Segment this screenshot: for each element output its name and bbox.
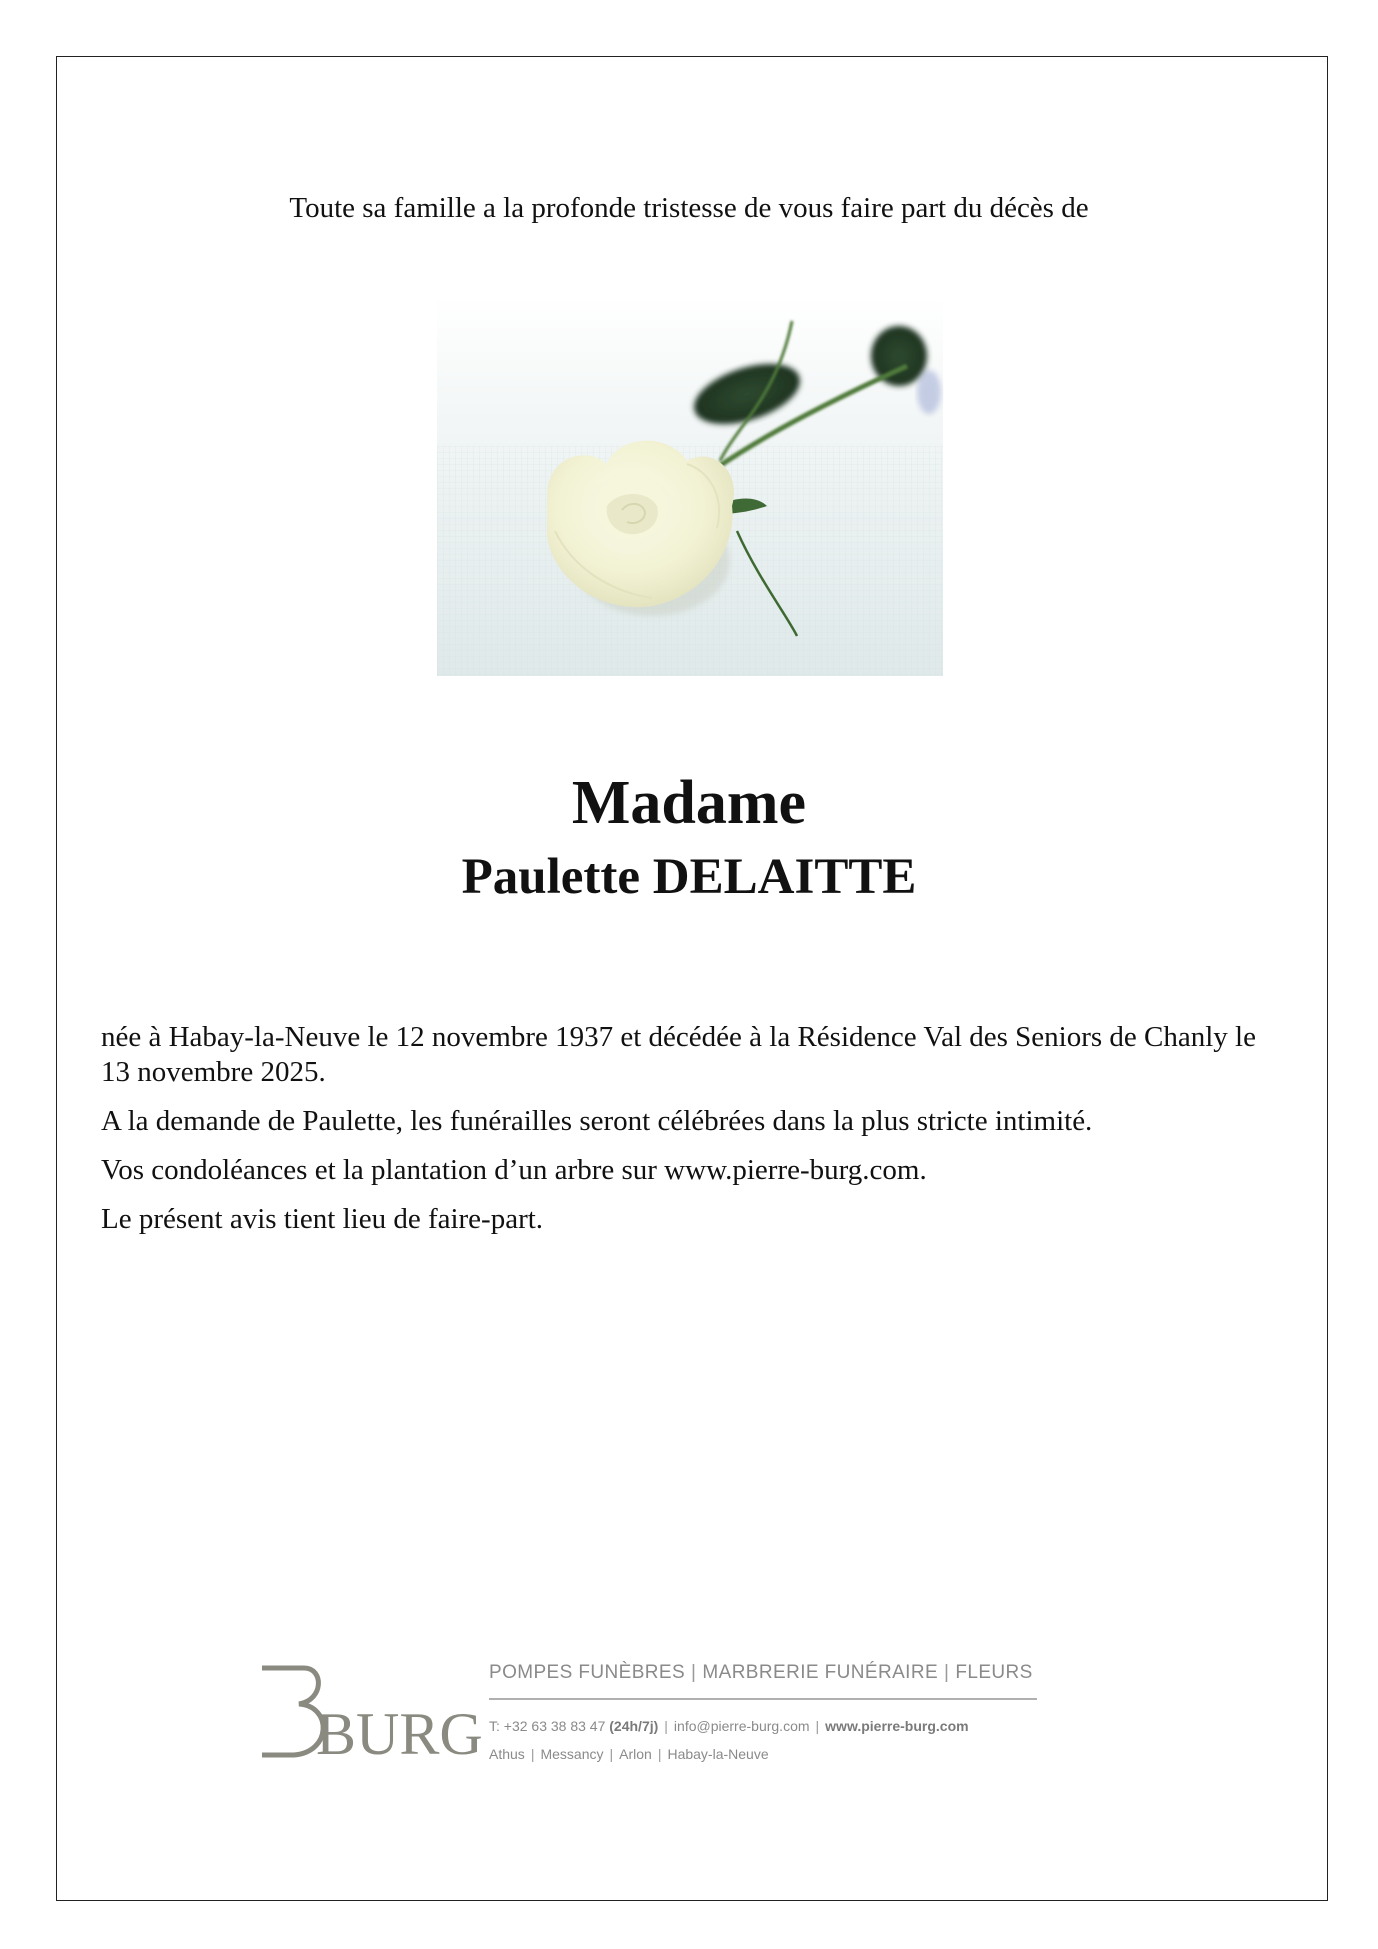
location-arlon: Arlon (619, 1746, 652, 1762)
footer-divider (489, 1698, 1037, 1700)
deceased-name: Paulette DELAITTE (461, 849, 917, 905)
funeral-paragraph: A la demande de Paulette, les funérailles seront célébrées dans la plus stricte intimité. (101, 1105, 1093, 1137)
service-masonry: MARBRERIE FUNÉRAIRE (702, 1662, 939, 1683)
website-link[interactable]: www.pierre-burg.com (825, 1718, 969, 1734)
notice-paragraph: Le présent avis tient lieu de faire-part. (101, 1203, 544, 1235)
contact-line: T: +32 63 38 83 47 (24h/7j) | info@pierre-burg.com | www.pierre-burg.com (489, 1718, 969, 1734)
notice-body (101, 1020, 1281, 1251)
burg-logo (254, 1660, 483, 1767)
white-rose-image (437, 296, 943, 676)
service-flowers: FLEURS (955, 1662, 1033, 1683)
phone-number[interactable]: T: +32 63 38 83 47 (489, 1718, 606, 1734)
phone-hours: (24h/7j) (609, 1718, 659, 1734)
honorific: Madame (571, 769, 807, 837)
email-link[interactable]: info@pierre-burg.com (673, 1718, 810, 1734)
burg-logo-text: BURG (316, 1701, 483, 1767)
company-footer (254, 1660, 1054, 1770)
location-athus: Athus (489, 1746, 525, 1762)
intro-text: Toute sa famille a la profonde tristesse de vous faire part du décès de (289, 192, 1089, 224)
service-funerals: POMPES FUNÈBRES (489, 1662, 686, 1683)
location-habay: Habay-la-Neuve (667, 1746, 769, 1762)
location-messancy: Messancy (540, 1746, 604, 1762)
services-line: POMPES FUNÈBRES | MARBRERIE FUNÉRAIRE | FLEURS (489, 1662, 1033, 1683)
condolences-paragraph: Vos condoléances et la plantation d’un arbre sur www.pierre-burg.com. (101, 1154, 927, 1186)
birth-death-paragraph: née à Habay-la-Neuve le 12 novembre 1937 et décédée à la Résidence Val des Seniors de Chanly le 13 novembre 2025. (101, 1021, 1256, 1088)
locations-line: Athus | Messancy | Arlon | Habay-la-Neuve (489, 1746, 769, 1762)
